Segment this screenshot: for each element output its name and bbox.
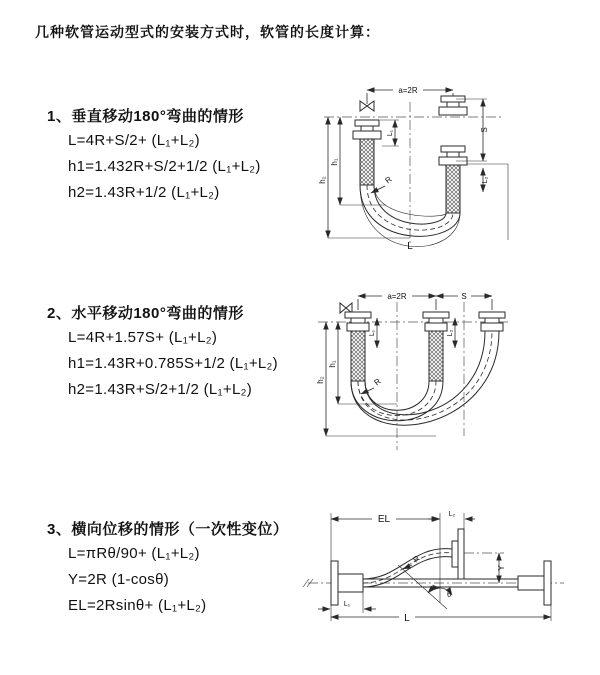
formula-line: L=4R+S/2+ (L₁+L₂) — [68, 132, 200, 149]
radius-label: R — [372, 376, 383, 388]
dim-label-s: S — [461, 292, 467, 301]
section-heading: 2、水平移动180°弯曲的情形 — [47, 305, 244, 322]
dim-label-h1: h₁ — [328, 360, 337, 368]
braided-hose-section — [429, 331, 443, 381]
section-vertical-180 — [47, 106, 261, 206]
hose-u-bend-position2 — [351, 331, 499, 425]
formula-line: L=πRθ/90+ (L₁+L₂) — [68, 545, 200, 562]
formula-line: L=4R+1.57S+ (L₁+L₂) — [68, 329, 218, 346]
section-horizontal-180 — [47, 303, 278, 403]
hose-fitting-displaced — [452, 529, 464, 579]
dim-label-l2: L₂ — [482, 176, 489, 184]
formula-line: h1=1.432R+S/2+1/2 (L₁+L₂) — [68, 158, 261, 175]
dim-label-h2: h₂ — [316, 376, 325, 384]
radius-label: R — [383, 174, 394, 186]
diagram-vertical-180-bend — [316, 80, 512, 252]
formula-line: h1=1.43R+0.785S+1/2 (L₁+L₂) — [68, 355, 278, 372]
hose-fitting-right-lower — [439, 146, 467, 213]
formula-line: h2=1.43R+1/2 (L₁+L₂) — [68, 184, 220, 201]
dim-label-s: S — [480, 127, 489, 133]
braided-hose-section — [351, 331, 365, 381]
hose-fitting-middle — [423, 312, 449, 381]
angle-arc — [428, 588, 440, 593]
radius-leader — [371, 186, 385, 193]
dim-label-h2: h₂ — [318, 176, 327, 184]
formula-line: EL=2Rsinθ+ (L₁+L₂) — [68, 597, 207, 614]
extension-lines — [331, 605, 551, 621]
dim-label-l1: L₁ — [369, 329, 376, 337]
section-lateral-displacement — [47, 519, 288, 619]
dim-label-y: Y — [497, 565, 506, 571]
page-title: 几种软管运动型式的安装方式时，软管的长度计算： — [35, 24, 380, 40]
radius-label: R — [411, 553, 422, 565]
section-heading: 3、横向位移的情形（一次性变位） — [47, 521, 289, 538]
length-label: L — [404, 613, 410, 624]
hose-fitting-left — [331, 561, 363, 605]
dim-label-l1: L₁ — [343, 601, 351, 608]
hose-fitting-right — [479, 312, 505, 331]
braided-hose-section — [360, 139, 374, 185]
hose-s-curve — [363, 549, 452, 587]
dim-label-a2r: a=2R — [398, 86, 418, 95]
hose-fitting-left — [353, 120, 381, 185]
hose-fitting-left — [345, 312, 371, 381]
braided-hose-section — [446, 165, 460, 213]
dim-label-h1: h₁ — [330, 158, 339, 166]
angle-label: θ — [447, 590, 452, 599]
diagram-horizontal-180-bend — [316, 288, 512, 458]
dim-label-el: EL — [377, 514, 391, 525]
formula-line: Y=2R (1-cosθ) — [68, 571, 170, 588]
section-heading: 1、垂直移动180°弯曲的情形 — [47, 108, 244, 125]
length-label: L — [407, 241, 413, 252]
extension-lines — [358, 299, 492, 310]
dim-label-l2: L₂ — [448, 511, 456, 518]
reference-line — [467, 164, 508, 240]
dim-label-l1: L₁ — [387, 129, 394, 137]
dim-label-a2r: a=2R — [387, 292, 407, 301]
dim-label-l2: L₂ — [447, 329, 454, 337]
formula-line: h2=1.43R+S/2+1/2 (L₁+L₂) — [68, 381, 253, 398]
diagram-lateral-displacement — [300, 505, 600, 655]
